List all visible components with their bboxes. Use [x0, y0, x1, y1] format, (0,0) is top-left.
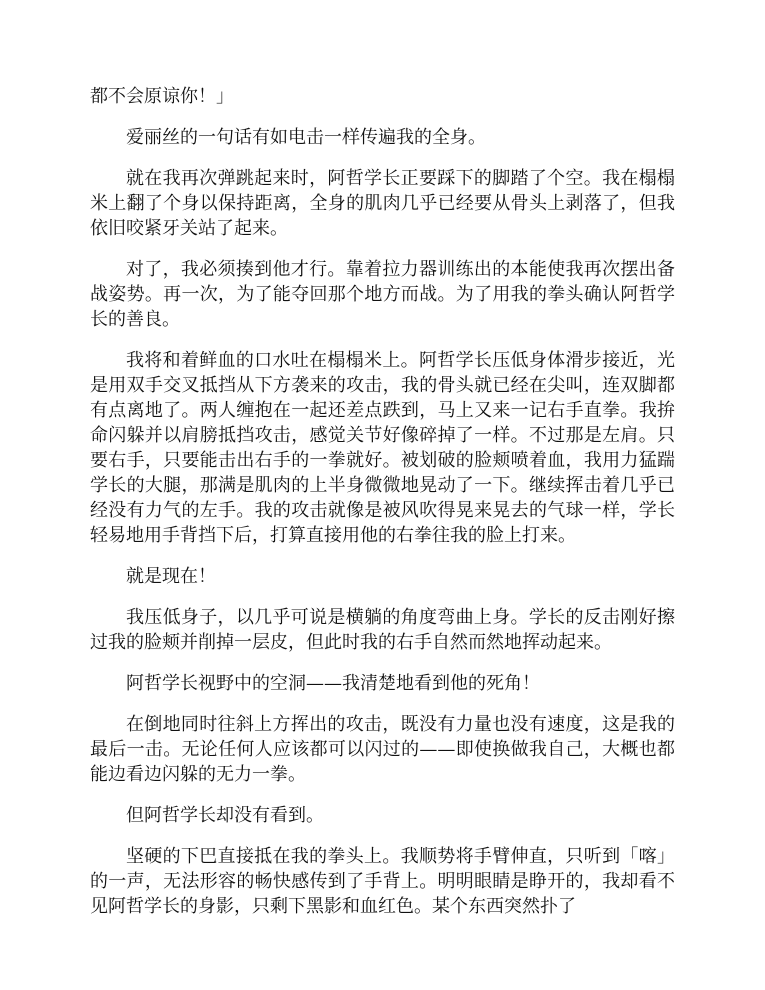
paragraph-3: 就在我再次弹跳起来时，阿哲学长正要踩下的脚踏了个空。我在榻榻米上翻了个身以保持距离，全身的肌肉几乎已经要从骨头上剥落了，但我依旧咬紧牙关站了起来。 [90, 168, 675, 239]
paragraph-7: 我压低身子，以几乎可说是横躺的角度弯曲上身。学长的反击刚好擦过我的脸颊并削掉一层皮，但此时我的右手自然而然地挥动起来。 [90, 607, 675, 653]
paragraph-10: 但阿哲学长却没有看到。 [126, 805, 324, 826]
paragraph-1: 都不会原谅你！」 [90, 86, 234, 107]
document-page [90, 84, 675, 935]
paragraph-4: 对了，我必须揍到他才行。靠着拉力器训练出的本能使我再次摆出备战姿势。再一次，为了能夺回那个地方而战。为了用我的拳头确认阿哲学长的善良。 [90, 259, 675, 330]
paragraph-5: 我将和着鲜血的口水吐在榻榻米上。阿哲学长压低身体滑步接近，光是用双手交叉抵挡从下方袭来的攻击，我的骨头就已经在尖叫，连双脚都有点离地了。两人缠抱在一起还差点跌到，马上又来一记右手直拳。我拚命闪躲并以肩膀抵挡攻击，感觉关节好像碎掉了一样。不过那是左肩。只要右手，只要能击出右手的一拳就好。被划破的脸颊喷着血，我用力猛踹学长的大腿，那满是肌肉的上半身微微地晃动了一下。继续挥击着几乎已经没有力气的左手。我的攻击就像是被风吹得晃来晃去的气球一样，学长轻易地用手背挡下后，打算直接用他的右拳往我的脸上打来。 [90, 350, 675, 546]
paragraph-8: 阿哲学长视野中的空洞——我清楚地看到他的死角！ [126, 673, 540, 694]
paragraph-9: 在倒地同时往斜上方挥出的攻击，既没有力量也没有速度，这是我的最后一击。无论任何人应该都可以闪过的——即使换做我自己，大概也都能边看边闪躲的无力一拳。 [90, 714, 675, 785]
paragraph-11: 坚硬的下巴直接抵在我的拳头上。我顺势将手臂伸直，只听到「喀」的一声，无法形容的畅快感传到了手背上。明明眼睛是睁开的，我却看不见阿哲学长的身影，只剩下黑影和血红色。某个东西突然扑了 [90, 846, 675, 917]
paragraph-6: 就是现在！ [126, 566, 216, 587]
paragraph-2: 爱丽丝的一句话有如电击一样传遍我的全身。 [126, 127, 486, 148]
